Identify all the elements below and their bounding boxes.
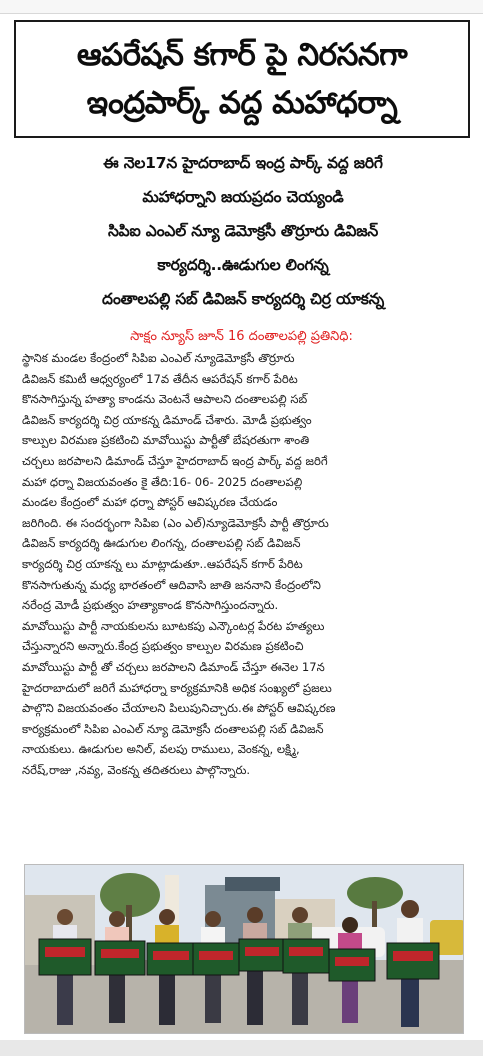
person-head <box>401 900 419 918</box>
body-line: డివిజన్ కార్యదర్శి ఊడుగుల లింగన్న, దంతాలపల్లి సబ్ డివిజన్ <box>22 536 301 551</box>
deck-line-5: దంతాలపల్లి సబ్ డివిజన్ కార్యదర్శి చిర్ర యాకన్న <box>102 290 384 308</box>
body-line: జరిగింది. ఈ సందర్భంగా సిపిఐ (ఎం ఎల్)న్యూడెమోక్రసీ పార్టీ తొర్రూరు <box>22 515 329 530</box>
headline-line-1: ఆపరేషన్ కగార్ పై నిరసనగా <box>76 37 408 73</box>
body-line: కార్యదర్శి చిర్ర యాకన్న లు మాట్లాడుతూ..ఆపరేషన్ కగార్ పేరిట <box>22 556 303 571</box>
dateline: సాక్షం న్యూస్ జూన్ 16 దంతాలపల్లి ప్రతినిధి: <box>130 329 353 344</box>
person-head <box>57 909 73 925</box>
poster-band <box>153 951 189 960</box>
bottom-bar <box>0 1040 483 1056</box>
person-head <box>159 909 175 925</box>
poster-band <box>45 947 85 957</box>
body-line: కాల్పుల విరమణ ప్రకటించి మావోయిస్టు పార్టీతో బేషరతుగా శాంతి <box>22 433 310 448</box>
news-photo-illustration <box>25 865 464 1034</box>
headline-line-2: ఇంద్రపార్క్ వద్ద మహాధర్నా <box>86 85 398 121</box>
person-head <box>342 917 358 933</box>
person-legs <box>292 965 308 1025</box>
body-line: కార్యక్రమంలో సిపిఐ ఎంఎల్ న్యూ డెమోక్రసీ దంతాలపల్లి సబ్ డివిజన్ <box>22 721 324 736</box>
subheadline-deck <box>18 146 468 316</box>
headline-box <box>14 20 470 138</box>
body-line: పాల్గొని విజయవంతం చేయాలని పిలుపునిచ్చారు.ఈ పోస్టర్ ఆవిష్కరణ <box>22 701 336 716</box>
body-line: డివిజన్ కమిటీ ఆధ్వర్యంలో 17వ తేదీన ఆపరేషన్ కగార్ పేరిట <box>22 371 298 386</box>
photo-building-sign <box>225 877 280 891</box>
person-head <box>205 911 221 927</box>
body-line: మావోయిస్టు పార్టీ నాయకులను బూటకపు ఎన్కౌంటర్ల పేరట హత్యలు <box>22 618 325 633</box>
person-head <box>292 907 308 923</box>
poster-band <box>393 951 433 961</box>
poster-band <box>335 957 369 966</box>
news-photo <box>24 864 464 1034</box>
body-line: కొనసాగిస్తున్న హత్యా కాండను వెంటనే ఆపాలని దంతాలపల్లి సబ్ <box>22 392 308 407</box>
body-line: స్థానిక మండల కేంద్రంలో సిపిఐ ఎంఎల్ న్యూడెమోక్రసీ తొర్రూరు <box>22 351 295 365</box>
article-body <box>22 348 466 780</box>
body-line: నరేంద్ర మోడీ ప్రభుత్వం హత్యాకాండ కొనసాగిస్తుందన్నారు. <box>22 598 279 613</box>
deck-line-1: ఈ నెల17న హైదరాబాద్ ఇంద్ర పార్క్ వద్ద జరిగే <box>103 154 383 172</box>
deck-line-3: సిపిఐ ఎంఎల్ న్యూ డెమోక్రసీ తొర్రూరు డివిజన్ <box>107 222 379 240</box>
body-line: కొనసాగుతున్న మధ్య భారతంలో ఆదివాసి జాతి జననాని కేంద్రంలోని <box>22 577 321 592</box>
deck-line-4: కార్యదర్శి..ఊడుగుల లింగన్న <box>157 256 329 274</box>
body-line: మావోయిస్టు పార్టీ తో చర్చలు జరపాలని డిమాండ్ చేస్తూ ఈనెల 17న <box>22 659 325 674</box>
person-head <box>247 907 263 923</box>
poster-band <box>101 949 139 958</box>
body-line: నాయకులు. ఊడుగుల అనిల్, వలపు రాములు, వెంకన్న, లక్ష్మి, <box>22 742 300 757</box>
body-line: చర్చలు జరపాలని డిమాండ్ చేస్తూ హైదరాబాద్ ఇంద్ర పార్క్ వద్ద జరిగే <box>22 453 328 468</box>
person-head <box>109 911 125 927</box>
poster-band <box>289 947 323 956</box>
person-legs <box>247 965 263 1025</box>
body-line: హైదరాబాదులో జరిగే మహాధర్నా కార్యక్రమానికి అధిక సంఖ్యలో ప్రజలు <box>22 680 332 695</box>
top-strip-fragment <box>150 0 153 7</box>
body-line: మహా ధర్నా విజయవంతం కై తేది:16- 06- 2025 దంతాలపల్లి <box>22 474 303 489</box>
poster-band <box>245 947 279 956</box>
poster-band <box>199 951 233 960</box>
body-line: నరేష్,రాజు ,నవ్య, వెంకన్న తదితరులు పాల్గొన్నారు. <box>22 762 251 777</box>
body-line: చేస్తున్నారని అన్నారు.కేంద్ర ప్రభుత్వం కాల్పుల విరమణ ప్రకటించి <box>22 639 304 654</box>
top-clipping-strip <box>0 0 483 14</box>
body-line: మండల కేంద్రంలో మహా ధర్నా పోస్టర్ ఆవిష్కరణ చేయడం <box>22 495 278 510</box>
deck-line-2: మహాధర్నాని జయప్రదం చెయ్యండి <box>142 188 344 206</box>
body-line: డివిజన్ కార్యదర్శి చిర్ర యాకన్న డిమాండ్ చేశారు. మోడీ ప్రభుత్వం <box>22 412 312 427</box>
